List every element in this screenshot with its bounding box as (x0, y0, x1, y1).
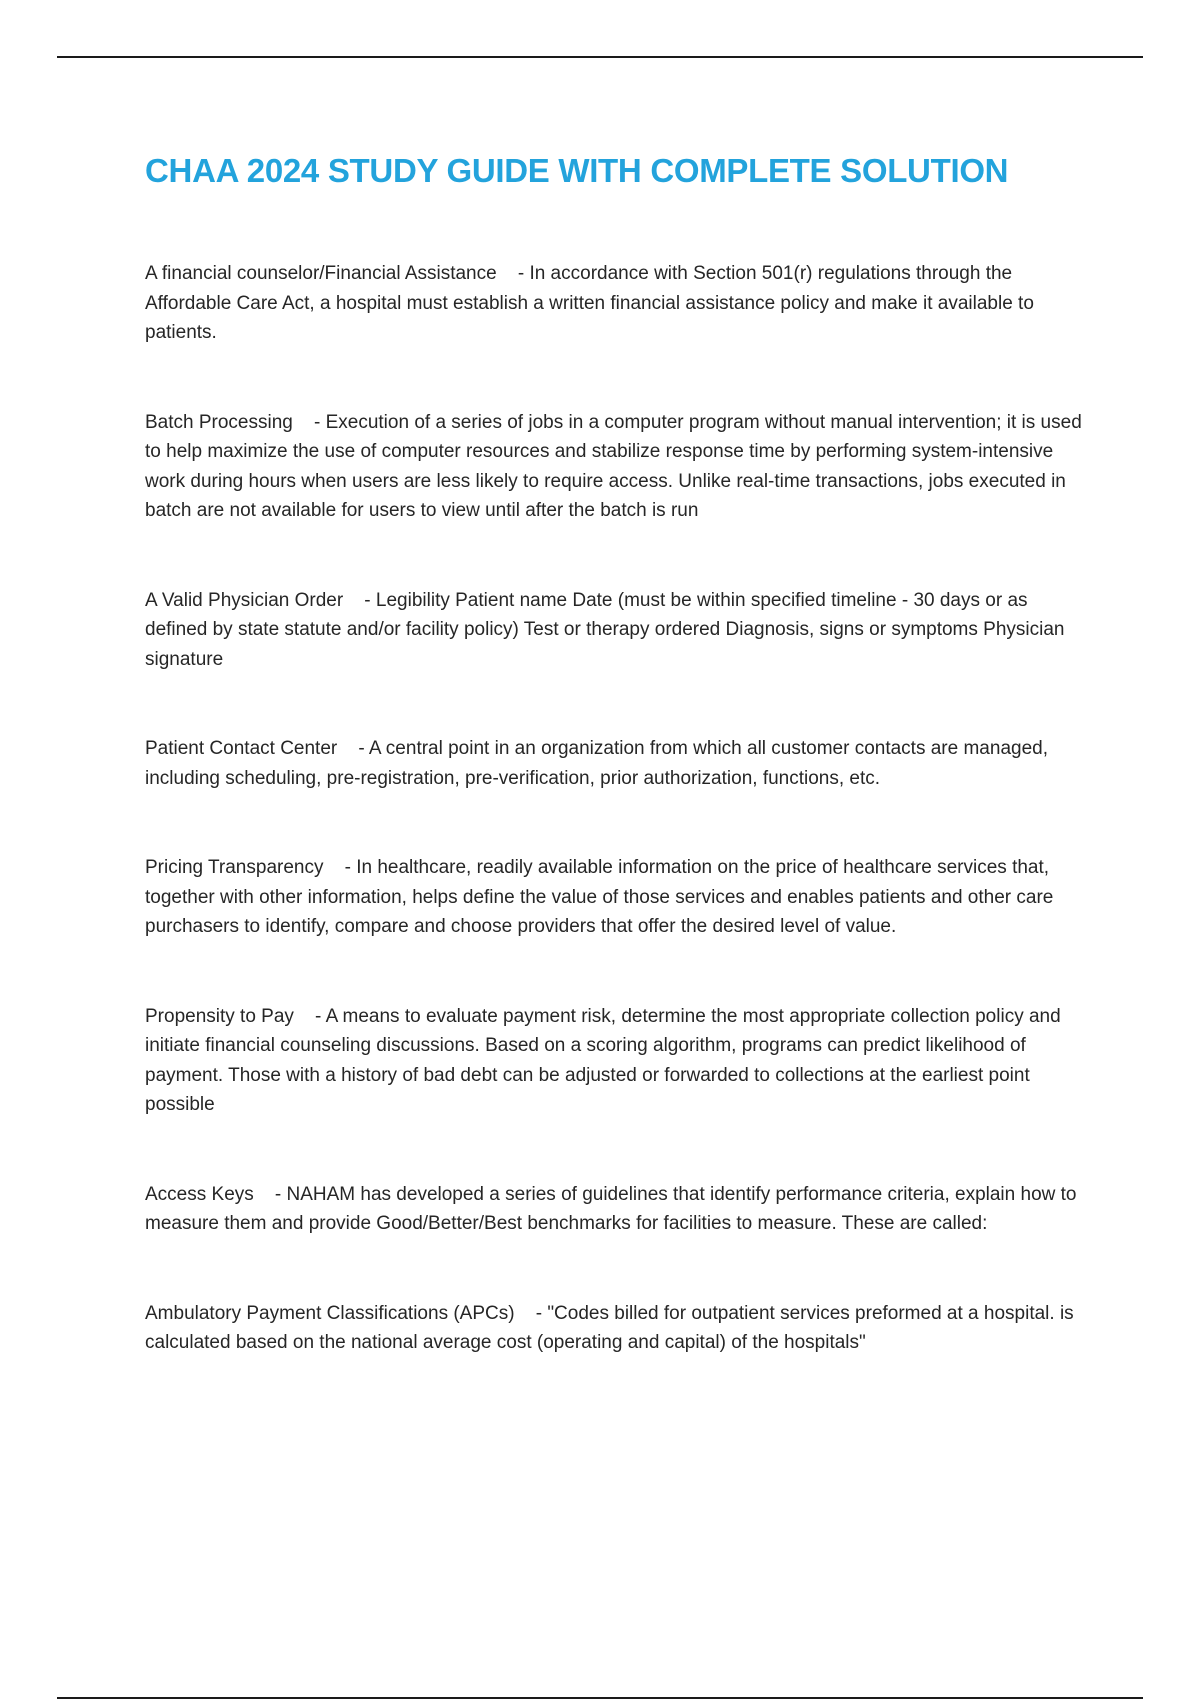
top-rule (57, 56, 1143, 58)
entry-separator: - (292, 411, 326, 433)
entry-batch-processing (145, 408, 1095, 526)
entry-definition: Legibility Patient name Date (must be within specified timeline - 30 days or as defined by state statute and/or facility policy) Test or therapy ordered Diagnosis, signs or symptoms Physician signature (145, 589, 1065, 670)
entry-term: Batch Processing (145, 411, 293, 433)
entry-separator: - (514, 1302, 548, 1324)
entry-separator: - (496, 263, 530, 284)
entry-patient-contact-center (145, 734, 1095, 793)
entry-term: Ambulatory Payment Classifications (APCs) (145, 1302, 515, 1324)
document-title: CHAA 2024 STUDY GUIDE WITH COMPLETE SOLUTION (145, 152, 1009, 189)
entry-definition: "Codes billed for outpatient services preformed at a hospital. is calculated based on the national average cost (operating and capital) of the hospitals" (145, 1302, 1074, 1353)
document-body (145, 150, 1095, 1418)
entry-propensity-to-pay (145, 1002, 1095, 1120)
entry-separator: - (253, 1183, 287, 1205)
entry-term: Pricing Transparency (145, 857, 324, 878)
entry-definition: Execution of a series of jobs in a computer program without manual intervention; it is used to help maximize the use of computer resources and stabilize response time by performing system-intensive work during hours when users are less likely to require access. Unlike real-time transactions, jobs executed in batch are not available for users to view until after the batch is run (145, 411, 1082, 521)
entry-definition: In accordance with Section 501(r) regulations through the Affordable Care Act, a hospital must establish a written financial assistance policy and make it available to patients. (145, 263, 1034, 343)
entry-separator: - (323, 857, 357, 878)
entry-valid-physician-order (145, 586, 1095, 675)
entry-access-keys (145, 1180, 1095, 1239)
entry-term: A Valid Physician Order (145, 589, 344, 611)
entry-definition: A central point in an organization from which all customer contacts are managed, including scheduling, pre-registration, pre-verification, prior authorization, functions, etc. (145, 738, 1048, 789)
entry-pricing-transparency (145, 853, 1095, 942)
entry-term: Access Keys (145, 1183, 254, 1205)
entry-ambulatory-payment-classifications (145, 1299, 1095, 1358)
entry-separator: - (337, 738, 369, 759)
entry-definition: A means to evaluate payment risk, determine the most appropriate collection policy and initiate financial counseling discussions. Based on a scoring algorithm, programs can predict likelihood of payment. Those with a history of bad debt can be adjusted or forwarded to collections at the earliest point possible (145, 1005, 1061, 1115)
entry-financial-counselor (145, 259, 1095, 348)
bottom-rule (57, 1697, 1143, 1699)
entry-term: Propensity to Pay (145, 1005, 294, 1027)
entry-separator: - (343, 589, 376, 611)
entry-definition: In healthcare, readily available information on the price of healthcare services that, together with other information, helps define the value of those services and enables patients and other care purchasers to identify, compare and choose providers that offer the desired level of value. (145, 857, 1054, 937)
entry-definition: NAHAM has developed a series of guidelines that identify performance criteria, explain how to measure them and provide Good/Better/Best benchmarks for facilities to measure. These are called: (145, 1183, 1077, 1234)
entry-term: Patient Contact Center (145, 738, 338, 759)
entry-list (145, 259, 1095, 1358)
entry-term: A financial counselor/Financial Assistance (145, 263, 497, 284)
entry-separator: - (293, 1005, 326, 1027)
